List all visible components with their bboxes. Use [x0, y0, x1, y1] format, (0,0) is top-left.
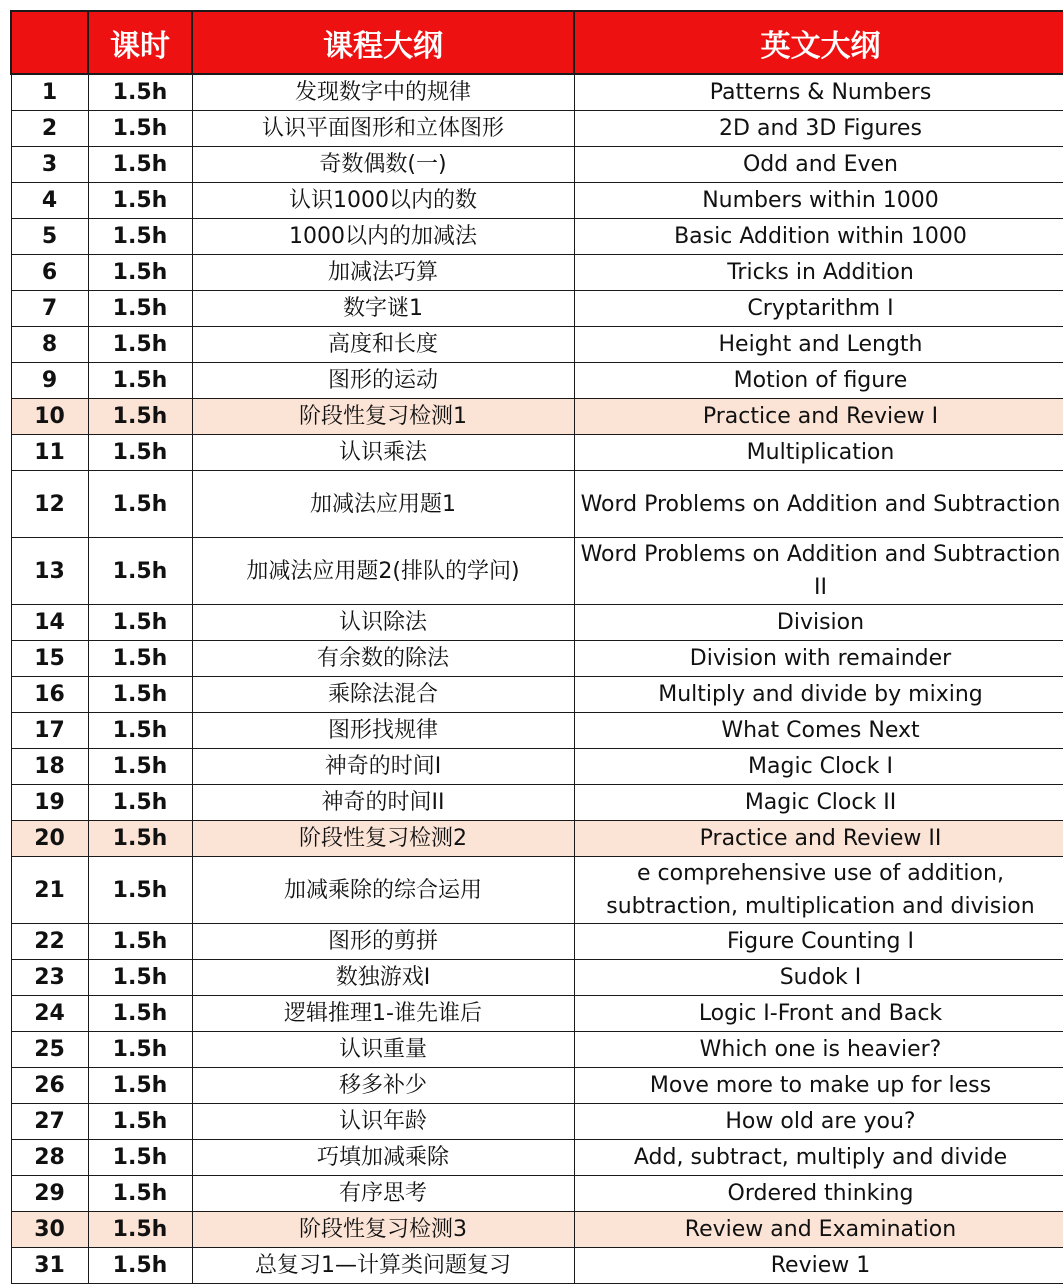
cell-number: 13 — [11, 538, 88, 605]
cell-english-outline: Division with remainder — [574, 641, 1063, 677]
cell-hours: 1.5h — [88, 291, 192, 327]
cell-english-outline: Review 1 — [574, 1248, 1063, 1284]
cell-chinese-outline: 图形找规律 — [192, 713, 574, 749]
cell-english-outline: Practice and Review II — [574, 821, 1063, 857]
cell-chinese-outline: 1000以内的加减法 — [192, 219, 574, 255]
cell-english-outline: Cryptarithm I — [574, 291, 1063, 327]
cell-english-outline: Motion of figure — [574, 363, 1063, 399]
header-hours: 课时 — [88, 11, 192, 74]
cell-number: 12 — [11, 471, 88, 538]
table-row — [11, 1212, 1063, 1248]
cell-number: 19 — [11, 785, 88, 821]
cell-chinese-outline: 认识平面图形和立体图形 — [192, 111, 574, 147]
cell-chinese-outline: 阶段性复习检测3 — [192, 1212, 574, 1248]
cell-number: 22 — [11, 924, 88, 960]
cell-number: 9 — [11, 363, 88, 399]
cell-hours: 1.5h — [88, 857, 192, 924]
cell-chinese-outline: 有余数的除法 — [192, 641, 574, 677]
cell-english-outline: Move more to make up for less — [574, 1068, 1063, 1104]
cell-number: 11 — [11, 435, 88, 471]
cell-number: 18 — [11, 749, 88, 785]
cell-chinese-outline: 加减法应用题1 — [192, 471, 574, 538]
cell-hours: 1.5h — [88, 147, 192, 183]
cell-number: 10 — [11, 399, 88, 435]
cell-hours: 1.5h — [88, 924, 192, 960]
cell-chinese-outline: 巧填加减乘除 — [192, 1140, 574, 1176]
cell-chinese-outline: 高度和长度 — [192, 327, 574, 363]
table-row — [11, 713, 1063, 749]
cell-number: 25 — [11, 1032, 88, 1068]
cell-chinese-outline: 认识乘法 — [192, 435, 574, 471]
cell-english-outline: Figure Counting I — [574, 924, 1063, 960]
cell-number: 14 — [11, 605, 88, 641]
cell-english-outline: Practice and Review I — [574, 399, 1063, 435]
cell-number: 6 — [11, 255, 88, 291]
table-header — [11, 11, 1063, 74]
table-row — [11, 399, 1063, 435]
cell-english-outline: Add, subtract, multiply and divide — [574, 1140, 1063, 1176]
table-row — [11, 74, 1063, 111]
cell-hours: 1.5h — [88, 749, 192, 785]
cell-hours: 1.5h — [88, 996, 192, 1032]
cell-english-outline: What Comes Next — [574, 713, 1063, 749]
cell-chinese-outline: 乘除法混合 — [192, 677, 574, 713]
cell-chinese-outline: 阶段性复习检测1 — [192, 399, 574, 435]
cell-hours: 1.5h — [88, 1104, 192, 1140]
cell-english-outline: Ordered thinking — [574, 1176, 1063, 1212]
cell-english-outline: Numbers within 1000 — [574, 183, 1063, 219]
cell-hours: 1.5h — [88, 1212, 192, 1248]
cell-english-outline: Odd and Even — [574, 147, 1063, 183]
cell-english-outline: Logic I-Front and Back — [574, 996, 1063, 1032]
cell-hours: 1.5h — [88, 219, 192, 255]
cell-chinese-outline: 发现数字中的规律 — [192, 74, 574, 111]
table-row — [11, 435, 1063, 471]
cell-chinese-outline: 图形的剪拼 — [192, 924, 574, 960]
cell-hours: 1.5h — [88, 1140, 192, 1176]
cell-hours: 1.5h — [88, 677, 192, 713]
cell-chinese-outline: 数独游戏I — [192, 960, 574, 996]
cell-hours: 1.5h — [88, 960, 192, 996]
cell-english-outline: Review and Examination — [574, 1212, 1063, 1248]
cell-number: 29 — [11, 1176, 88, 1212]
cell-chinese-outline: 数字谜1 — [192, 291, 574, 327]
table-row — [11, 147, 1063, 183]
cell-english-outline: Word Problems on Addition and Subtraction II — [574, 538, 1063, 605]
cell-hours: 1.5h — [88, 1032, 192, 1068]
cell-number: 31 — [11, 1248, 88, 1284]
cell-english-outline: Multiply and divide by mixing — [574, 677, 1063, 713]
cell-english-outline: Tricks in Addition — [574, 255, 1063, 291]
cell-number: 21 — [11, 857, 88, 924]
cell-hours: 1.5h — [88, 785, 192, 821]
table-row — [11, 1248, 1063, 1284]
table-row — [11, 183, 1063, 219]
table-row — [11, 857, 1063, 924]
cell-number: 16 — [11, 677, 88, 713]
cell-number: 3 — [11, 147, 88, 183]
cell-hours: 1.5h — [88, 471, 192, 538]
table-row — [11, 605, 1063, 641]
table-body — [11, 74, 1063, 1284]
syllabus-table-wrapper — [10, 10, 1063, 1284]
cell-number: 1 — [11, 74, 88, 111]
table-row — [11, 363, 1063, 399]
cell-hours: 1.5h — [88, 641, 192, 677]
cell-number: 5 — [11, 219, 88, 255]
cell-english-outline: Magic Clock II — [574, 785, 1063, 821]
table-row — [11, 785, 1063, 821]
cell-number: 15 — [11, 641, 88, 677]
table-row — [11, 960, 1063, 996]
cell-chinese-outline: 加减法应用题2(排队的学问) — [192, 538, 574, 605]
table-row — [11, 327, 1063, 363]
cell-english-outline: 2D and 3D Figures — [574, 111, 1063, 147]
cell-chinese-outline: 认识年龄 — [192, 1104, 574, 1140]
cell-hours: 1.5h — [88, 183, 192, 219]
cell-chinese-outline: 神奇的时间I — [192, 749, 574, 785]
cell-english-outline: Which one is heavier? — [574, 1032, 1063, 1068]
cell-hours: 1.5h — [88, 399, 192, 435]
cell-number: 20 — [11, 821, 88, 857]
cell-hours: 1.5h — [88, 713, 192, 749]
syllabus-table — [10, 10, 1063, 1284]
cell-english-outline: Height and Length — [574, 327, 1063, 363]
table-row — [11, 1176, 1063, 1212]
table-row — [11, 1104, 1063, 1140]
cell-english-outline: Sudok I — [574, 960, 1063, 996]
cell-chinese-outline: 加减法巧算 — [192, 255, 574, 291]
table-row — [11, 471, 1063, 538]
cell-number: 23 — [11, 960, 88, 996]
table-row — [11, 641, 1063, 677]
cell-number: 2 — [11, 111, 88, 147]
header-english-outline: 英文大纲 — [574, 11, 1063, 74]
cell-chinese-outline: 移多补少 — [192, 1068, 574, 1104]
cell-chinese-outline: 加减乘除的综合运用 — [192, 857, 574, 924]
cell-chinese-outline: 总复习1—计算类问题复习 — [192, 1248, 574, 1284]
cell-hours: 1.5h — [88, 363, 192, 399]
table-row — [11, 111, 1063, 147]
cell-chinese-outline: 神奇的时间II — [192, 785, 574, 821]
cell-chinese-outline: 认识除法 — [192, 605, 574, 641]
cell-chinese-outline: 阶段性复习检测2 — [192, 821, 574, 857]
table-row — [11, 996, 1063, 1032]
table-row — [11, 821, 1063, 857]
cell-hours: 1.5h — [88, 74, 192, 111]
cell-english-outline: Word Problems on Addition and Subtraction — [574, 471, 1063, 538]
cell-hours: 1.5h — [88, 605, 192, 641]
cell-chinese-outline: 有序思考 — [192, 1176, 574, 1212]
cell-hours: 1.5h — [88, 1248, 192, 1284]
table-row — [11, 749, 1063, 785]
cell-hours: 1.5h — [88, 1068, 192, 1104]
cell-number: 4 — [11, 183, 88, 219]
table-row — [11, 1032, 1063, 1068]
table-row — [11, 1068, 1063, 1104]
table-row — [11, 219, 1063, 255]
cell-chinese-outline: 奇数偶数(一) — [192, 147, 574, 183]
cell-english-outline: Basic Addition within 1000 — [574, 219, 1063, 255]
cell-hours: 1.5h — [88, 435, 192, 471]
table-row — [11, 255, 1063, 291]
cell-number: 17 — [11, 713, 88, 749]
cell-chinese-outline: 图形的运动 — [192, 363, 574, 399]
cell-number: 27 — [11, 1104, 88, 1140]
cell-english-outline: Division — [574, 605, 1063, 641]
cell-hours: 1.5h — [88, 821, 192, 857]
table-row — [11, 291, 1063, 327]
cell-chinese-outline: 认识重量 — [192, 1032, 574, 1068]
cell-hours: 1.5h — [88, 1176, 192, 1212]
header-chinese-outline: 课程大纲 — [192, 11, 574, 74]
cell-hours: 1.5h — [88, 255, 192, 291]
cell-english-outline: Multiplication — [574, 435, 1063, 471]
cell-english-outline: Magic Clock I — [574, 749, 1063, 785]
cell-number: 7 — [11, 291, 88, 327]
cell-chinese-outline: 认识1000以内的数 — [192, 183, 574, 219]
cell-english-outline: Patterns & Numbers — [574, 74, 1063, 111]
cell-english-outline: e comprehensive use of addition, subtraction, multiplication and division — [574, 857, 1063, 924]
table-row — [11, 924, 1063, 960]
cell-number: 8 — [11, 327, 88, 363]
table-row — [11, 1140, 1063, 1176]
table-row — [11, 538, 1063, 605]
cell-english-outline: How old are you? — [574, 1104, 1063, 1140]
cell-hours: 1.5h — [88, 538, 192, 605]
cell-number: 24 — [11, 996, 88, 1032]
table-row — [11, 677, 1063, 713]
cell-hours: 1.5h — [88, 111, 192, 147]
cell-number: 28 — [11, 1140, 88, 1176]
cell-hours: 1.5h — [88, 327, 192, 363]
header-row — [11, 11, 1063, 74]
cell-chinese-outline: 逻辑推理1-谁先谁后 — [192, 996, 574, 1032]
cell-number: 26 — [11, 1068, 88, 1104]
header-number — [11, 11, 88, 74]
cell-number: 30 — [11, 1212, 88, 1248]
